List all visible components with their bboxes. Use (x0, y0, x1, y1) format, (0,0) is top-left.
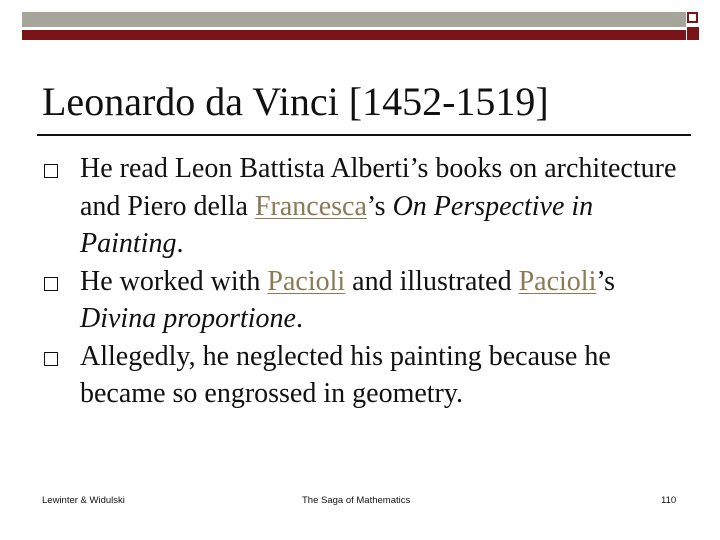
top-accent-rule (22, 30, 686, 40)
text-segment: He read Leon Battista Alberti’s books on architecture and Piero della (80, 153, 677, 222)
slide-title: Leonardo da Vinci [1452-1519] (42, 79, 549, 124)
text-segment: and illustrated (345, 265, 519, 297)
hollow-square-icon (44, 277, 58, 291)
page-number: 110 (661, 495, 677, 506)
title-underline (37, 134, 691, 136)
link-pacioli[interactable]: Pacioli (267, 265, 346, 297)
top-decorative-bar (22, 12, 686, 27)
top-outline-square (687, 12, 698, 23)
bullet-item (40, 338, 680, 413)
bullet-text (80, 153, 676, 259)
footer-book-title: The Saga of Mathematics (302, 495, 411, 506)
text-segment: . (295, 303, 303, 334)
text-segment: ’s (366, 190, 393, 222)
bullet-text: Allegedly, he neglected his painting because he became so engrossed in geometry. (80, 340, 611, 409)
text-segment: . (176, 228, 184, 259)
text-segment: ’s (596, 265, 616, 297)
bullet-list (40, 150, 680, 413)
hollow-square-icon (44, 352, 58, 366)
bullet-item (40, 263, 680, 338)
italic-book-title: On Perspective in Painting (80, 190, 594, 259)
text-segment: He worked with (80, 265, 268, 297)
bullet-item (40, 150, 680, 263)
footer-authors: Lewinter & Widulski (42, 495, 125, 506)
link-pacioli-2[interactable]: Pacioli (518, 265, 597, 297)
italic-book-title: Divina proportione (80, 303, 296, 334)
hollow-square-icon (44, 164, 58, 178)
bullet-text (80, 266, 615, 335)
top-filled-square (687, 27, 699, 40)
link-francesca[interactable]: Francesca (254, 190, 367, 222)
